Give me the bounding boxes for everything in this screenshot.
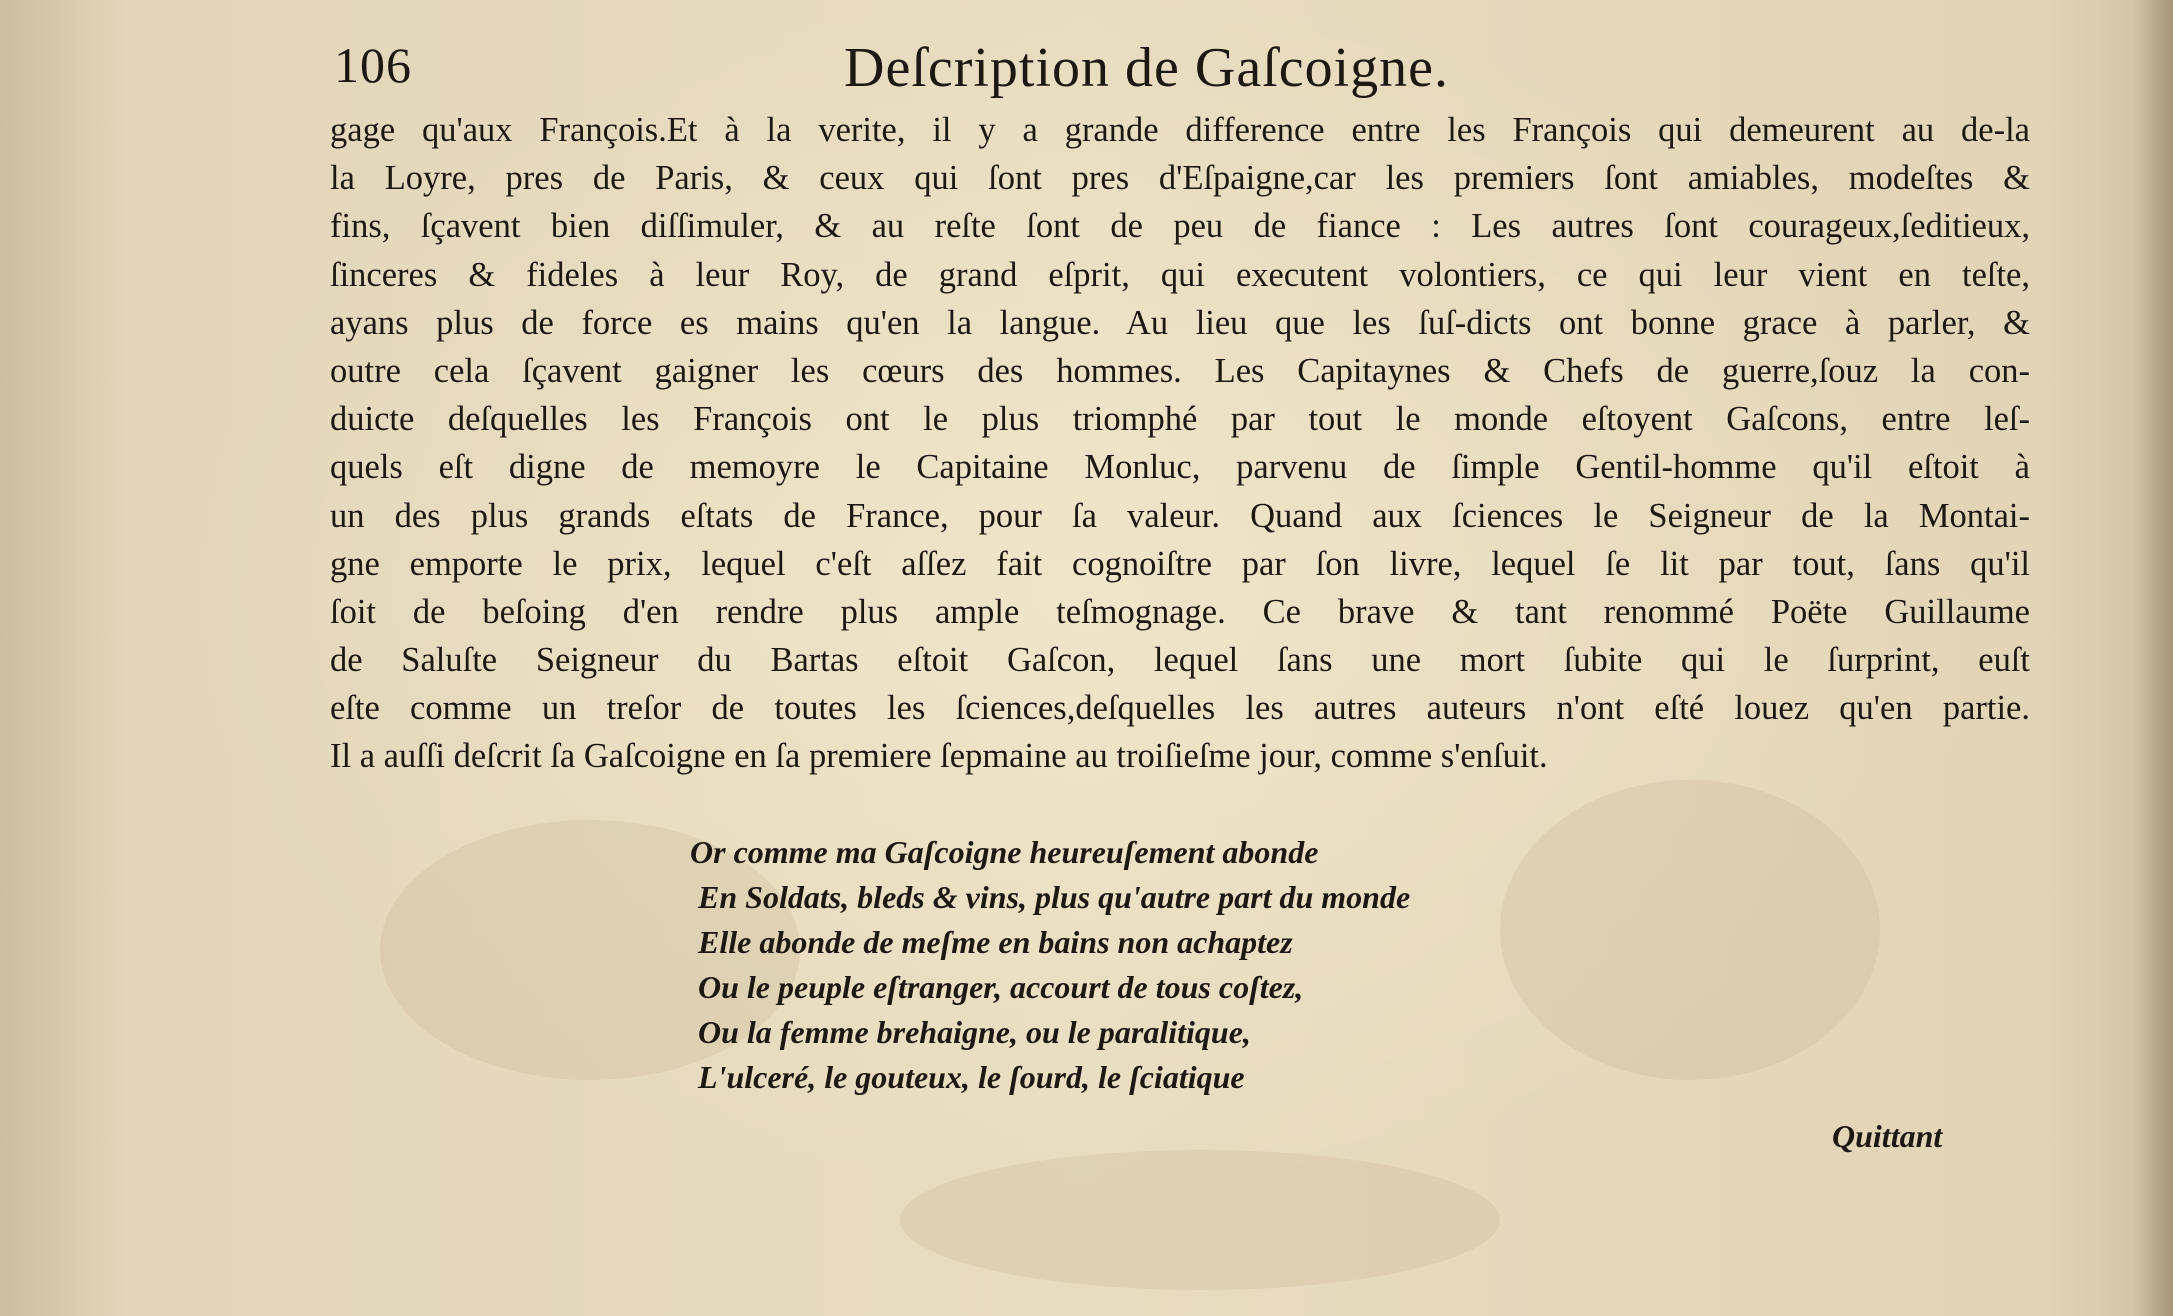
running-title: Deſcription de Gaſcoigne. <box>844 37 1450 99</box>
text-line: un des plus grands eſtats de France, pour ſa valeur. Quand aux ſciences le Seigneur de la Montai- <box>330 496 2030 535</box>
text-line: outre cela ſçavent gaigner les cœurs des hommes. Les Capitaynes & Chefs de guerre,ſouz la con- <box>330 351 2030 390</box>
page-header <box>334 36 2024 106</box>
text-line: eſte comme un treſor de toutes les ſciences,deſquelles les autres auteurs n'ont eſté louez qu'en partie. <box>330 689 2030 728</box>
text-line: gne emporte le prix, lequel c'eſt aſſez fait cognoiſtre par ſon livre, lequel ſe lit par tout, ſans qu'il <box>330 544 2030 583</box>
verse-quotation <box>690 830 1670 1100</box>
text-line: ſoit de beſoing d'en rendre plus ample teſmognage. Ce brave & tant renommé Poëte Guillaume <box>330 592 2030 631</box>
verse-line: En Soldats, bleds & vins, plus qu'autre part du monde <box>698 879 1411 915</box>
body-paragraph <box>330 106 2030 781</box>
verse-line: L'ulceré, le gouteux, le ſourd, le ſciatique <box>698 1059 1245 1095</box>
text-line: duicte deſquelles les François ont le plus triomphé par tout le monde eſtoyent Gaſcons, entre leſ- <box>330 400 2030 439</box>
text-line: Il a auſſi deſcrit ſa Gaſcoigne en ſa premiere ſepmaine au troiſieſme jour, comme s'enſuit. <box>330 737 1548 776</box>
verse-line: Ou le peuple eſtranger, accourt de tous coſtez, <box>698 969 1304 1005</box>
text-line: gage qu'aux François.Et à la verite, il y a grande difference entre les François qui demeurent au de-la <box>330 111 2030 149</box>
page-number: 106 <box>334 37 412 93</box>
verse-line: Or comme ma Gaſcoigne heureuſement abonde <box>690 834 1319 870</box>
text-line: fins, ſçavent bien diſſimuler, & au reſte ſont de peu de fiance : Les autres ſont courageux,ſeditieux, <box>330 207 2030 246</box>
text-line: de Saluſte Seigneur du Bartas eſtoit Gaſcon, lequel ſans une mort ſubite qui le ſurprint, euſt <box>330 641 2030 680</box>
text-line: ſinceres & fideles à leur Roy, de grand eſprit, qui executent volontiers, ce qui leur vient en teſte, <box>330 255 2030 294</box>
text-line: quels eſt digne de memoyre le Capitaine Monluc, parvenu de ſimple Gentil-homme qu'il eſtoit à <box>330 448 2030 487</box>
verse-line: Elle abonde de meſme en bains non achaptez <box>698 924 1293 960</box>
paper-stain <box>900 1150 1500 1290</box>
text-line: la Loyre, pres de Paris, & ceux qui ſont pres d'Eſpaigne,car les premiers ſont amiables, modeſtes & <box>330 159 2030 198</box>
verse-line: Ou la femme brehaigne, ou le paralitique, <box>698 1014 1251 1050</box>
catchword: Quittant <box>1832 1118 1943 1154</box>
text-line: ayans plus de force es mains qu'en la langue. Au lieu que les ſuſ-dicts ont bonne grace à parler, & <box>330 303 2030 342</box>
